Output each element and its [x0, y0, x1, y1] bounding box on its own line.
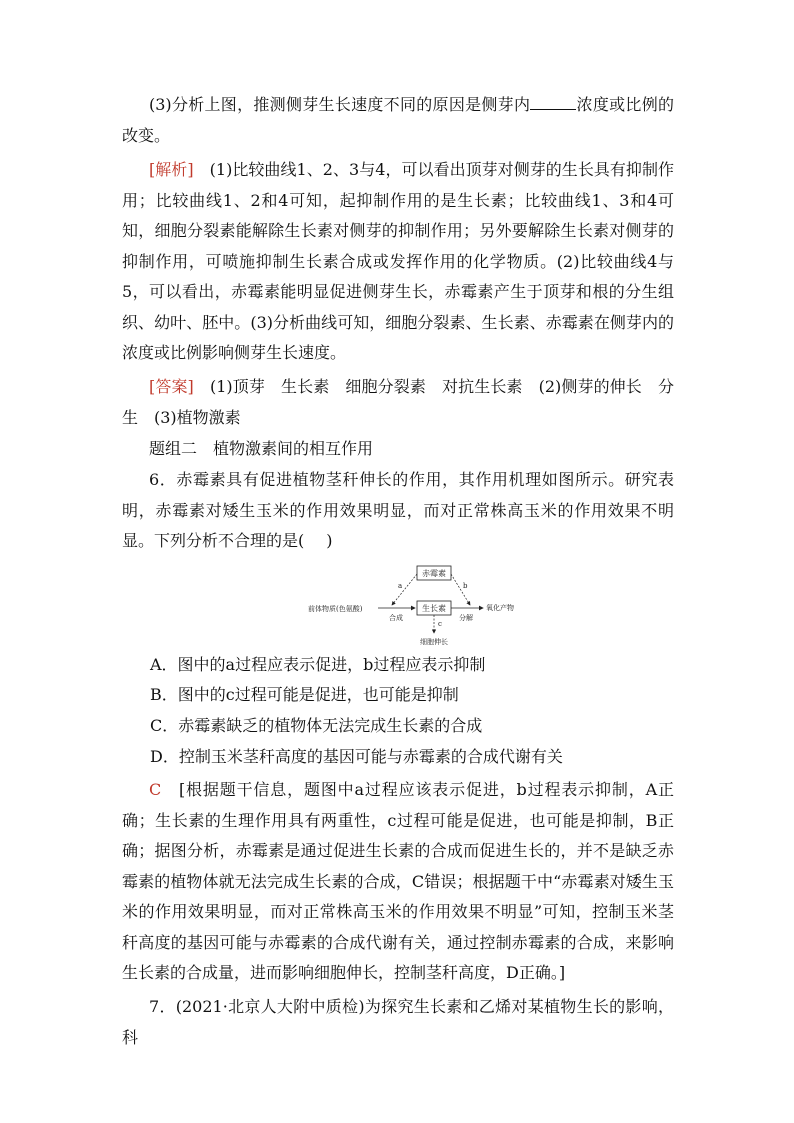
option-d: D．控制玉米茎秆高度的基因可能与赤霉素的合成代谢有关 [150, 747, 563, 766]
q6-stem-end: ) [326, 531, 333, 550]
answer-blank [530, 95, 576, 110]
q6-stem-text: 6．赤霉素具有促进植物茎秆伸长的作用，其作用机理如图所示。研究表明，赤霉素对矮生玉米的作用效果明显，而对正常株高玉米的作用效果不明显。下列分析不合理的是( [122, 470, 674, 550]
option-c: C．赤霉素缺乏的植物体无法完成生长素的合成 [150, 716, 483, 735]
auxin-label: 生长素 [422, 604, 446, 613]
mechanism-diagram [300, 562, 530, 652]
q5-part3-after: 浓度或比例的改变。 [122, 95, 674, 145]
process-a-arrow [392, 574, 417, 605]
q6-solution [122, 775, 674, 989]
answer-tag: [答案] [149, 377, 194, 396]
analysis-text: (1)比较曲线1、2、3与4，可以看出顶芽对侧芽的生长具有抑制作用；比较曲线1、2和4可知，起抑制作用的是生长素；比较曲线1、3和4可知，细胞分裂素能解除生长素对侧芽的抑制作用；另外要解除生长素对侧芽的抑制作用，可喷施抑制生长素合成或发挥作用的化学物质。(2)比较曲线4与5，可以看出，赤霉素能明显促进侧芽生长，赤霉素产生于顶芽和根的分生组织、幼叶、胚中。(3)分析曲线可知，细胞分裂素、生长素、赤霉素在侧芽内的浓度或比例影响侧芽生长速度。 [122, 160, 674, 362]
process-c-label: c [438, 620, 442, 628]
process-b-label: b [463, 582, 468, 590]
group-title: 题组二 植物激素间的相互作用 [149, 439, 374, 458]
option-a: A．图中的a过程应表示促进，b过程应表示抑制 [150, 655, 486, 674]
oxidation-product-label: 氧化产物 [486, 604, 514, 612]
process-a-label: a [398, 582, 403, 590]
question-5-part-3 [122, 90, 674, 151]
gibberellin-label: 赤霉素 [422, 569, 446, 578]
question-6-stem [122, 465, 674, 557]
question-7-stem: 7．(2021·北京人大附中质检)为探究生长素和乙烯对某植物生长的影响，科 [122, 997, 674, 1047]
analysis-tag: [解析] [149, 160, 194, 179]
q6-explanation: [根据题干信息，题图中a过程应该表示促进，b过程表示抑制，A正确；生长素的生理作用具有两重性，c过程可能是促进，也可能是抑制，B正确；据图分析，赤霉素是通过促进生长素的合成而促进生长的，并不是缺乏赤霉素的植物体就无法完成生长素的合成，C错误；根据题干中“赤霉素对矮生玉米的作用效果明显，而对正常株高玉米的作用效果不明显”可知，控制玉米茎秆高度的基因可能与赤霉素的合成代谢有关，通过控制赤霉素的合成，来影响生长素的合成量，进而影响细胞伸长，控制茎秆高度，D正确。] [122, 780, 674, 982]
option-b: B．图中的c过程可能是促进，也可能是抑制 [150, 685, 459, 704]
precursor-label: 前体物质(色氨酸) [308, 605, 363, 613]
q6-answer-letter: C [149, 780, 162, 799]
synthesis-label: 合成 [389, 614, 403, 622]
answer-text: (1)顶芽 生长素 细胞分裂素 对抗生长素 (2)侧芽的伸长 分生 (3)植物激素 [122, 377, 674, 427]
analysis-block [122, 155, 674, 369]
cell-elongation-label: 细胞伸长 [420, 638, 448, 646]
decompose-label: 分解 [459, 614, 473, 622]
answer-block [122, 372, 674, 433]
q5-part3-before: (3)分析上图，推测侧芽生长速度不同的原因是侧芽内 [149, 95, 531, 114]
